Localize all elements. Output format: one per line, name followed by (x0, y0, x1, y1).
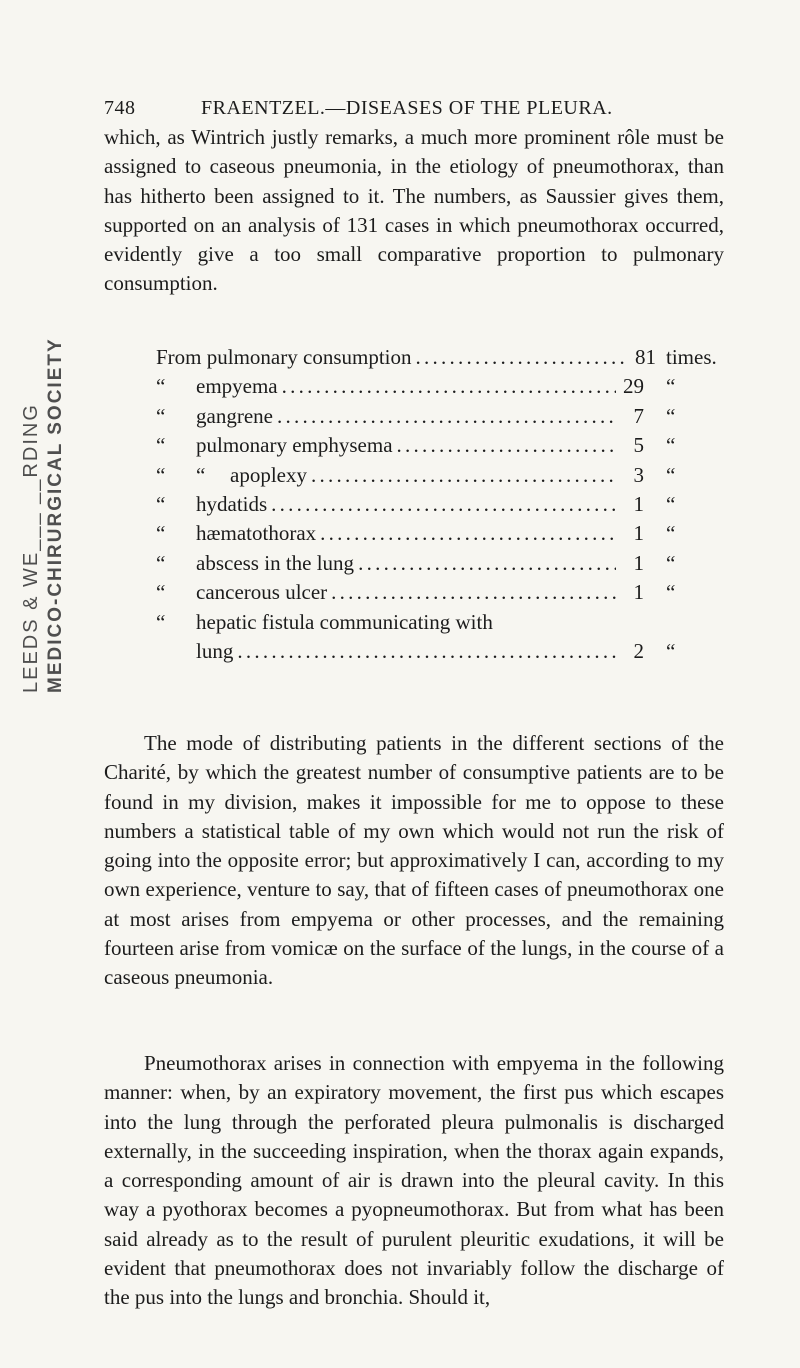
stat-label: gangrene (196, 403, 273, 428)
stat-value: 29 (623, 374, 644, 399)
stat-label: abscess in the lung (196, 550, 355, 575)
ditto-mark: “ (156, 433, 166, 458)
stat-row (156, 431, 741, 460)
stat-value: 5 (633, 433, 644, 458)
stat-prefix: From (156, 345, 202, 369)
stat-value: 81 (635, 345, 656, 369)
ditto-mark: “ (156, 403, 166, 428)
ditto-mark: “ (156, 491, 166, 516)
stat-row (156, 608, 741, 637)
library-stamp: LEEDS & WE___ __RDING (20, 403, 42, 693)
stat-value: 1 (633, 550, 644, 575)
statistics-table (156, 343, 741, 666)
society-stamp: MEDICO-CHIRURGICAL SOCIETY (45, 337, 66, 693)
page-number: 748 (104, 97, 136, 119)
stat-label: hæmatothorax (196, 521, 317, 546)
stat-row (156, 519, 741, 548)
stat-label: empyema (196, 374, 278, 399)
ditto-mark: “ (156, 521, 166, 546)
ditto-mark: “ (156, 609, 166, 634)
stat-unit: “ (666, 491, 676, 516)
stat-label: cancerous ulcer (196, 580, 328, 605)
stat-label: apoplexy (230, 462, 307, 487)
stat-value: 1 (633, 580, 644, 605)
stat-unit: “ (666, 550, 676, 575)
stat-unit: “ (666, 433, 676, 458)
stat-value: 7 (633, 403, 644, 428)
stat-label: pulmonary consumption (206, 345, 412, 369)
stat-label: pulmonary emphysema (196, 433, 393, 458)
stat-unit: times. (666, 345, 717, 369)
ditto-mark: “ (196, 462, 206, 487)
paragraph-3: Pneumothorax arises in connection with empyema in the following manner: when, by an expiratory movement, the first pus which escapes into the lung through the perforated pleura pulmonalis is discharged externally, in the succeeding inspiration, when the thorax again expands, a corresponding amount of air is drawn into the pleural cavity. In this way a pyothorax becomes a pyopneumothorax. But from what has been said already as to the result of purulent pleuritic exudations, it will be evident that pneumothorax does not invariably follow the discharge of the pus into the lungs and bronchia. Should it, (104, 1051, 724, 1310)
stat-label: hydatids (196, 491, 268, 516)
paragraph-2: The mode of distributing patients in the different sections of the Charité, by which the greatest number of consumptive patients are to be found in my division, makes it impossible for me to oppose to these numbers a statistical table of my own which would not run the risk of going into the opposite error; but approximatively I can, according to my own experience, venture to say, that of fifteen cases of pneumothorax one at most arises from empyema or other processes, and the remaining fourteen arise from vomicæ on the surface of the lungs, in the course of a caseous pneumonia. (104, 731, 724, 990)
stat-row (156, 461, 741, 490)
stat-unit: “ (666, 403, 676, 428)
stat-row (156, 343, 741, 372)
stat-row (156, 637, 741, 666)
ditto-mark: “ (156, 550, 166, 575)
stat-label: hepatic fistula communicating with (196, 609, 493, 634)
ditto-mark: “ (156, 580, 166, 605)
stat-row (156, 578, 741, 607)
stat-row (156, 549, 741, 578)
stat-row (156, 402, 741, 431)
stat-row (156, 490, 741, 519)
stat-value: 1 (633, 491, 644, 516)
stat-unit: “ (666, 521, 676, 546)
stat-row (156, 372, 741, 401)
ditto-mark: “ (156, 374, 166, 399)
stat-value: 2 (633, 638, 644, 663)
stat-value: 3 (633, 462, 644, 487)
stat-label: lung (196, 638, 234, 663)
ditto-mark: “ (156, 462, 166, 487)
stat-unit: “ (666, 374, 676, 399)
stat-unit: “ (666, 638, 676, 663)
stat-value: 1 (633, 521, 644, 546)
stat-unit: “ (666, 580, 676, 605)
running-title: FRAENTZEL.—DISEASES OF THE PLEURA. (201, 97, 613, 119)
paragraph-1: which, as Wintrich justly remarks, a much more prominent rôle must be assigned to caseous pneumonia, in the etiology of pneumothorax, than has hitherto been assigned to it. The numbers, as Saussier gives them, supported on an analysis of 131 cases in which pneumothorax occurred, evidently give a too small comparative proportion to pulmonary consumption. (104, 125, 724, 296)
stat-unit: “ (666, 462, 676, 487)
